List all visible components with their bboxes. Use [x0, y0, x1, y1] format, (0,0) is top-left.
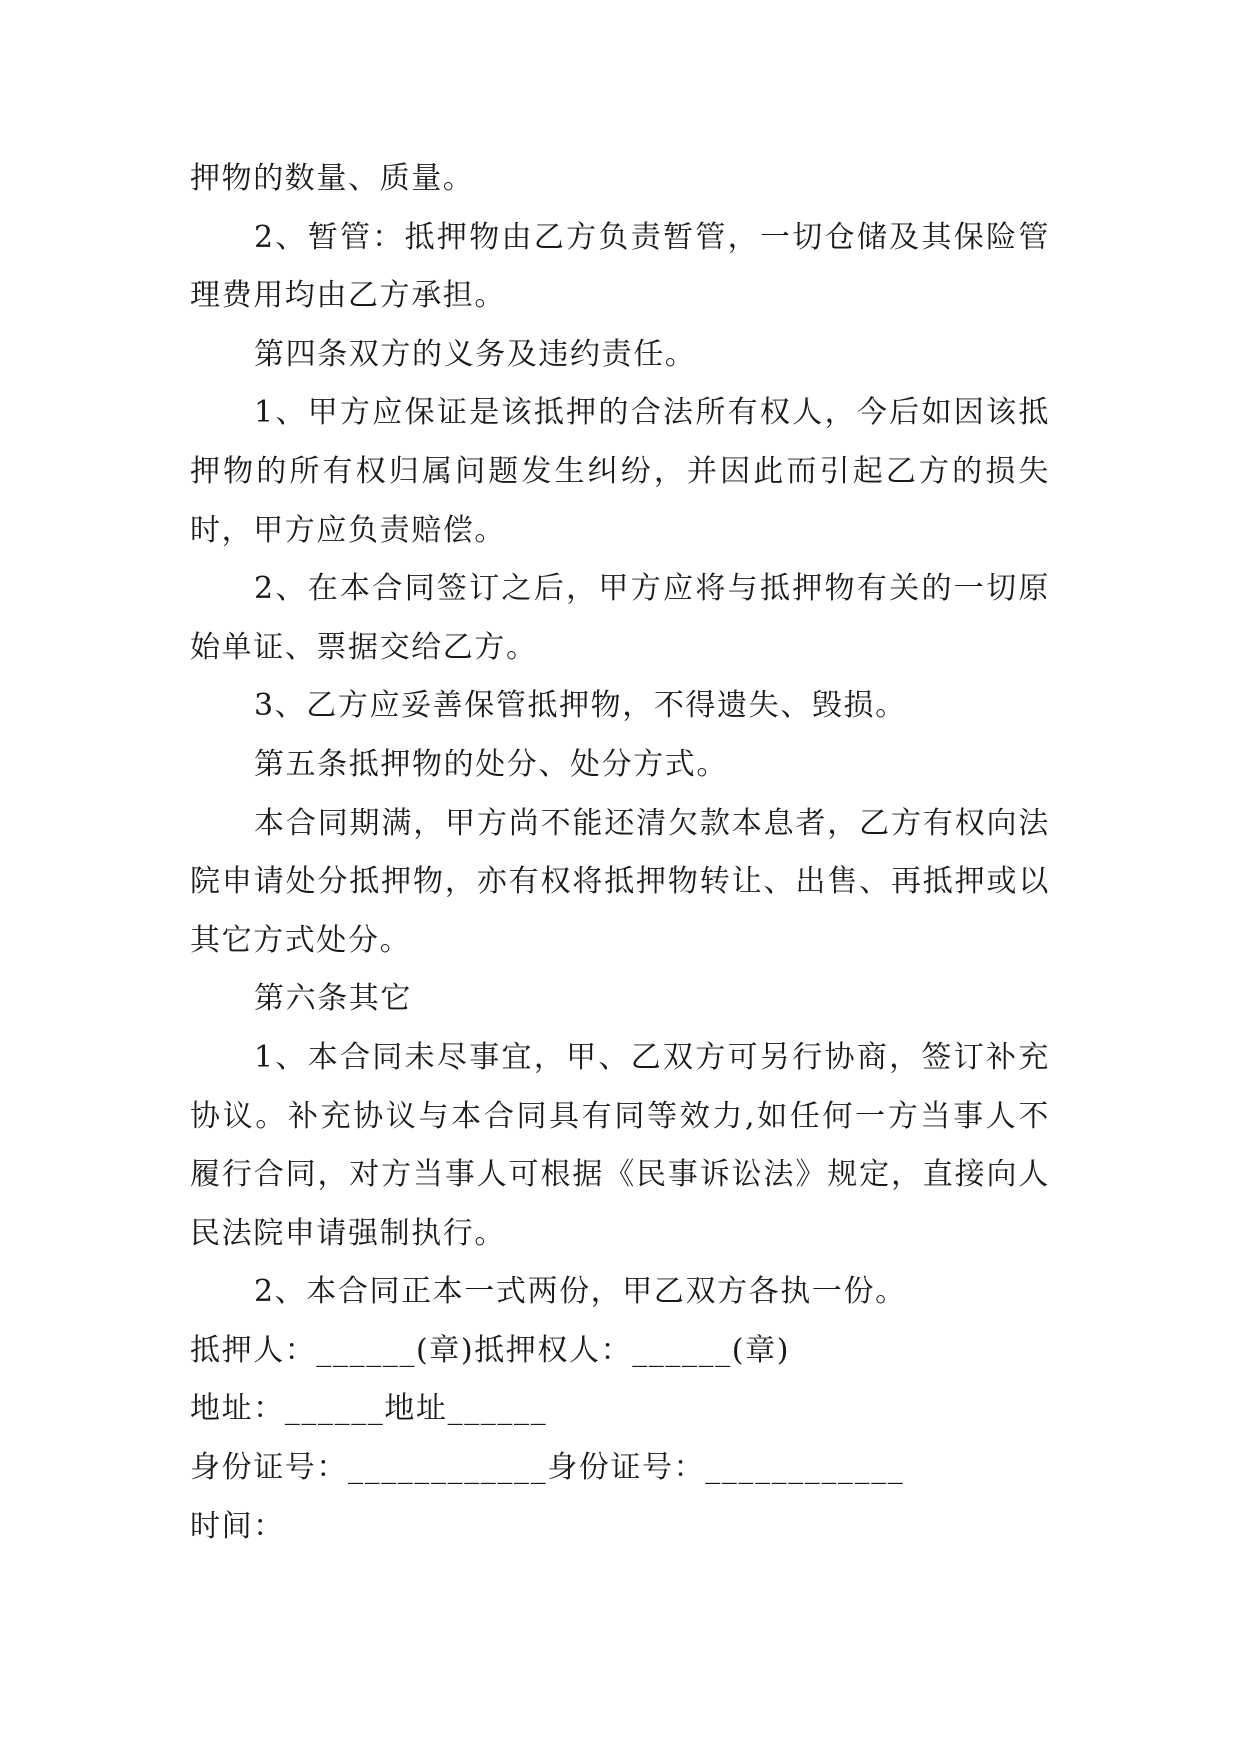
signature-time-line: 时间：	[190, 1508, 285, 1544]
paragraph: 2、暂管：抵押物由乙方负责暂管，一切仓储及其保险管理费用均由乙方承担。	[190, 219, 1050, 314]
signature-mortgagor-line: 抵押人：______(章)抵押权人：______(章)	[190, 1332, 791, 1368]
paragraph: 押物的数量、质量。	[190, 161, 475, 196]
signature-id-line: 身份证号：____________身份证号：____________	[190, 1450, 905, 1486]
article-heading: 第五条抵押物的处分、处分方式。	[254, 746, 728, 782]
document-body	[190, 150, 1050, 1556]
paragraph: 2、在本合同签订之后，甲方应将与抵押物有关的一切原始单证、票据交给乙方。	[190, 571, 1050, 665]
article-heading: 第六条其它	[254, 981, 412, 1017]
paragraph: 1、甲方应保证是该抵押的合法所有权人，今后如因该抵押物的所有权归属问题发生纠纷，并因此而引起乙方的损失时，甲方应负责赔偿。	[190, 395, 1050, 548]
paragraph: 本合同期满，甲方尚不能还清欠款本息者，乙方有权向法院申请处分抵押物，亦有权将抵押物转让、出售、再抵押或以其它方式处分。	[190, 805, 1050, 958]
paragraph: 2、本合同正本一式两份，甲乙双方各执一份。	[254, 1274, 907, 1310]
signature-address-line: 地址：______地址______	[190, 1391, 548, 1427]
article-heading: 第四条双方的义务及违约责任。	[254, 336, 697, 372]
paragraph: 1、本合同未尽事宜，甲、乙双方可另行协商，签订补充协议。补充协议与本合同具有同等效力,如任何一方当事人不履行合同，对方当事人可根据《民事诉讼法》规定，直接向人民法院申请强制执行。	[190, 1039, 1050, 1251]
paragraph: 3、乙方应妥善保管抵押物，不得遗失、毁损。	[254, 688, 907, 724]
